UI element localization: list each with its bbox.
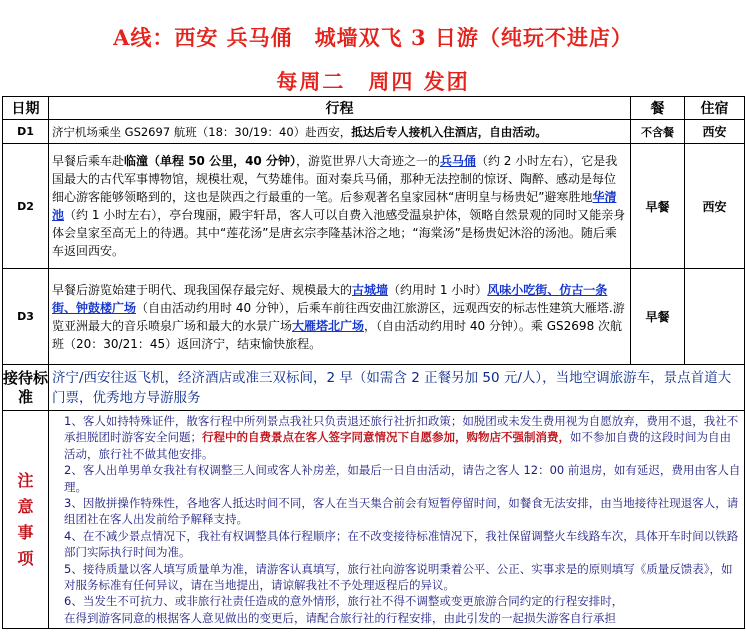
attraction-food-street: 风味小吃街、仿古一条街、钟鼓楼广场: [52, 282, 608, 315]
notes-row: [3, 411, 745, 629]
note-5: 5、接待质量以客人填写质量单为准，请游客认真填写，旅行社向游客说明秉着公平、公正、实事求是的原则填写《质量反馈表》，如对服务标准有任何异议，请在当地提出，请谅解我社不予处理返程后的异议。: [64, 561, 733, 593]
attraction-city-wall: 古城墙: [352, 282, 389, 297]
day-row-d3: [3, 269, 745, 365]
standard-text: 济宁/西安往返飞机，经济酒店或准三双标间，2 早（如需含 2 正餐另加 50 元/人），当地空调旅游车，景点首道大门票，优秀地方导游服务: [49, 365, 745, 411]
note-2: 2、客人出单男单女我社有权调整三人间或客人补房差，如最后一日自由活动，请告之客人 12：00 前退房，如有延迟，费用由客人自理。: [64, 463, 741, 494]
day-label: D1: [3, 120, 49, 144]
day-hotel: [685, 269, 745, 365]
attraction-terracotta: 兵马俑: [439, 154, 476, 168]
day-meal: 早餐: [631, 144, 685, 269]
standard-label: 接待标准: [3, 365, 49, 411]
note-6: 6、当发生不可抗力、或非旅行社责任造成的意外情形，旅行社不得不调整或变更旅游合同约定的行程安排时， 在得到游客同意的根据客人意见做出的变更后，请配合旅行社的行程安排，由此引发的一起损失游客自行承担: [64, 594, 624, 625]
header-hotel: 住宿: [685, 97, 745, 120]
day-meal: 不含餐: [631, 120, 685, 144]
header-meal: 餐: [631, 97, 685, 120]
itinerary-table: [2, 96, 745, 629]
note-4: 4、在不减少景点情况下，我社有权调整具体行程顺序；在不改变接待标准情况下，我社保留调整火车线路车次，具体开车时间以铁路部门实际执行时间为准。: [64, 528, 739, 560]
tour-title: A线：西安 兵马俑 城墙双飞 3 日游（纯玩不进店）: [113, 25, 633, 50]
header-date: 日期: [3, 97, 49, 120]
notes-label: 注意事项: [3, 411, 49, 629]
attraction-goose-pagoda-square: 大雁塔北广场: [292, 318, 365, 333]
header-itinerary: 行程: [49, 97, 631, 120]
day-itinerary: 济宁机场乘坐 GS2697 航班（18：30/19：40）赴西安，抵达后专人接机入住酒店，自由活动。: [49, 120, 631, 144]
day-itinerary: 早餐后游览始建于明代、现我国保存最完好、规模最大的古城墙（约用时 1 小时）风味小吃街、仿古一条街、钟鼓楼广场（自由活动约用时 40 分钟），后乘车前往西安曲江旅游区，远观西安的标志性建筑大雁塔.游览亚洲最大的音乐喷泉广场和最大的水景广场大雁塔北广场，（自由活动约用时 40 分钟）。乘 GS2698 次航班（20：30/21：45）返回济宁，结束愉快旅程。: [49, 269, 631, 365]
day-hotel: 西安: [685, 120, 745, 144]
day-itinerary: 早餐后乘车赴临潼（单程 50 公里，40 分钟），游览世界八大奇迹之一的兵马俑（约 2 小时左右），它是我国最大的古代军事博物馆，规模壮观，气势雄伟。面对秦兵马俑，那种无法控制的惊讶、陶醉、感动是每位细心游客能够领略到的，这也是陕西之行最重的一笔。后参观著名皇家园林“唐明皇与杨贵妃”避寒胜地华清池（约 1 小时左右），亭台瑰丽，殿宇轩昂，客人可以自费入池感受温泉护体，领略自然景观的同时又能亲身体会皇家至高无上的待遇。其中“莲花汤”是唐玄宗李隆基沐浴之地；“海棠汤”是杨贵妃沐浴的汤池。随后乘车返回西安。: [49, 144, 631, 269]
day-label: D3: [3, 269, 49, 365]
note-3: 3、因散拼操作特殊性，各地客人抵达时间不同，客人在当天集合前会有短暂停留时间，如餐食无法安排，由当地接待社现退客人，请组团社在客人出发前给予解释支持。: [64, 496, 739, 527]
standard-row: [3, 365, 745, 411]
day-meal: 早餐: [631, 269, 685, 365]
attraction-lintong: 临潼（单程 50 公里，40 分钟）: [124, 154, 296, 168]
day-row-d2: [3, 144, 745, 269]
departure-schedule: 每周二 周四 发团: [276, 69, 470, 94]
day-row-d1: [3, 120, 745, 144]
day-hotel: 西安: [685, 144, 745, 269]
notes-content: [49, 411, 745, 629]
header-row: [3, 97, 745, 120]
day-label: D2: [3, 144, 49, 269]
note-1: 1、客人如持特殊证件，散客行程中所列景点我社只负责退还旅行社折扣政策；如脱团或未发生费用视为自愿放弃，费用不退，我社不承担脱团时游客安全问题；行程中的自费景点在客人签字同意情况下自愿参加，购物店不强制消费，如不参加自费的这段时间为自由活动，旅行社不做其他安排。: [64, 414, 739, 461]
attraction-huaqing: 华清池: [52, 190, 617, 222]
